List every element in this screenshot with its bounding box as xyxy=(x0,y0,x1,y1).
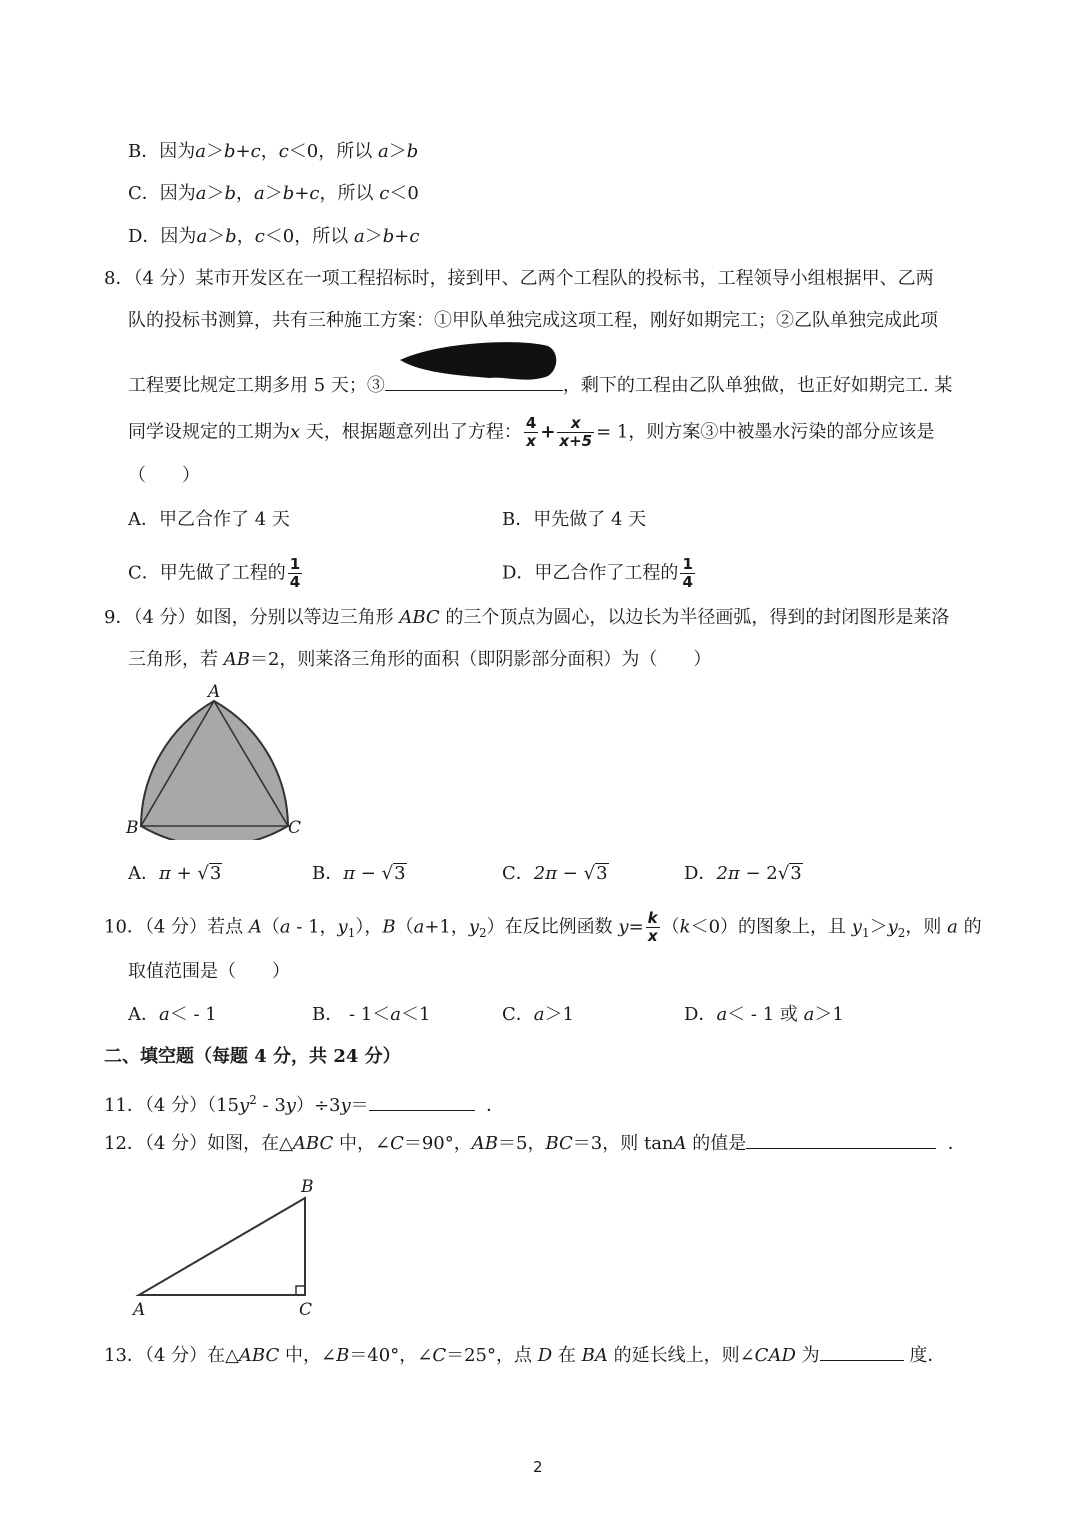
q10-option-a: A．a＜ - 1 xyxy=(128,1004,217,1025)
q9-option-b: B．π − √3 xyxy=(312,863,406,884)
reuleaux-triangle-figure xyxy=(120,680,320,840)
q8-line-1: 8．（4 分）某市开发区在一项工程招标时，接到甲、乙两个工程队的投标书，工程领导小组根据甲、乙两 xyxy=(104,268,934,289)
vertex-label-a: A xyxy=(208,682,221,702)
q9-line-1: 9．（4 分）如图，分别以等边三角形 ABC 的三个顶点为圆心，以边长为半径画弧，得到的封闭图形是莱洛 xyxy=(104,607,950,628)
q13-line: 13．（4 分）在△ABC 中，∠B＝40°，∠C＝25°，点 D 在 BA 的延长线上，则∠CAD 为 度． xyxy=(104,1342,945,1368)
q9-option-a: A．π + √3 xyxy=(128,863,222,884)
q8-line-3: 工程要比规定工期多用 5 天；③ ，剩下的工程由乙队单独做，也正好如期完工. 某 xyxy=(128,372,952,398)
right-triangle xyxy=(139,1198,305,1295)
q8-option-d: D．甲乙合作了工程的 $\frac{1}{4}$ xyxy=(502,555,693,591)
page-number: 2 xyxy=(533,1458,543,1476)
q10-line-2: 取值范围是（ ） xyxy=(128,961,290,982)
q8-option-b: B．甲先做了 4 天 xyxy=(502,509,647,530)
q11-answer-blank xyxy=(369,1092,475,1111)
right-triangle-figure xyxy=(125,1172,325,1322)
q8-line-2: 队的投标书测算，共有三种施工方案：①甲队单独完成这项工程，刚好如期完工；②乙队单独完成此项 xyxy=(128,310,938,331)
right-angle-marker xyxy=(296,1286,305,1295)
q13-answer-blank xyxy=(820,1342,904,1361)
vertex-label-b: B xyxy=(126,818,139,838)
q10-option-c: C．a＞1 xyxy=(502,1004,574,1025)
section-heading-fill-blank: 二、填空题（每题 4 分，共 24 分） xyxy=(104,1046,401,1067)
fraction-k-over-x: $\frac{k}{x}$ xyxy=(647,909,658,945)
fraction-1-over-4: $\frac{1}{4}$ xyxy=(289,555,301,591)
vertex-label-c: C xyxy=(299,1300,313,1320)
q8-option-c: C．甲先做了工程的 $\frac{1}{4}$ xyxy=(128,555,301,591)
q10-option-d: D．a＜ - 1 或 a＞1 xyxy=(684,1004,844,1025)
q9-option-d: D．2π − 2√3 xyxy=(684,863,802,884)
q11-line: 11．（4 分）$(15y^2 - 3y)\div 3y=$ ． xyxy=(104,1093,505,1116)
ink-blot-icon xyxy=(398,340,560,386)
q9-line-2: 三角形，若 AB＝2，则莱洛三角形的面积（即阴影部分面积）为（ ） xyxy=(128,649,712,670)
fraction-1-over-4: $\frac{1}{4}$ xyxy=(682,555,693,591)
q7-option-b: B．因为a＞b+c，c＜0，所以 a＞b xyxy=(128,141,419,162)
fraction-x-over-x-plus-5: $\frac{x}{x+5}$ xyxy=(559,414,593,450)
q10-line-1: 10．（4 分）若点 A（a - 1，$y_1$），B（a+1，$y_2$）在反比例函数 y= $\frac{k}{x}$ （k＜0）的图象上，且 $y_1>y_2$，则 a 的 xyxy=(104,909,982,945)
q7-option-d: D．因为a＞b，c＜0，所以 a＞b+c xyxy=(128,226,420,247)
vertex-label-b: B xyxy=(301,1177,314,1197)
fraction-4-over-x: $\frac{4}{x}$ xyxy=(525,414,537,450)
q8-line-4: 同学设规定的工期为x 天，根据题意列出了方程： $\frac{4}{x}$ + $\frac{x}{x+5}$ = 1，则方案③中被墨水污染的部分应该是 xyxy=(128,414,935,450)
q7-option-c: C．因为a＞b，a＞b+c，所以 c＜0 xyxy=(128,183,419,204)
q12-line: 12．（4 分）如图，在△ABC 中，∠C＝90°，AB＝5，BC＝3，则 tanA 的值是 ． xyxy=(104,1130,966,1156)
q8-answer-paren: （ ） xyxy=(128,465,200,486)
reuleaux-shaded-region xyxy=(141,701,288,840)
q9-option-c: C．2π − √3 xyxy=(502,863,608,884)
q8-option-a: A．甲乙合作了 4 天 xyxy=(128,509,290,530)
q12-answer-blank xyxy=(746,1130,936,1149)
vertex-label-c: C xyxy=(288,818,302,838)
q10-option-b: B． - 1＜a＜1 xyxy=(312,1004,431,1025)
vertex-label-a: A xyxy=(133,1300,146,1320)
